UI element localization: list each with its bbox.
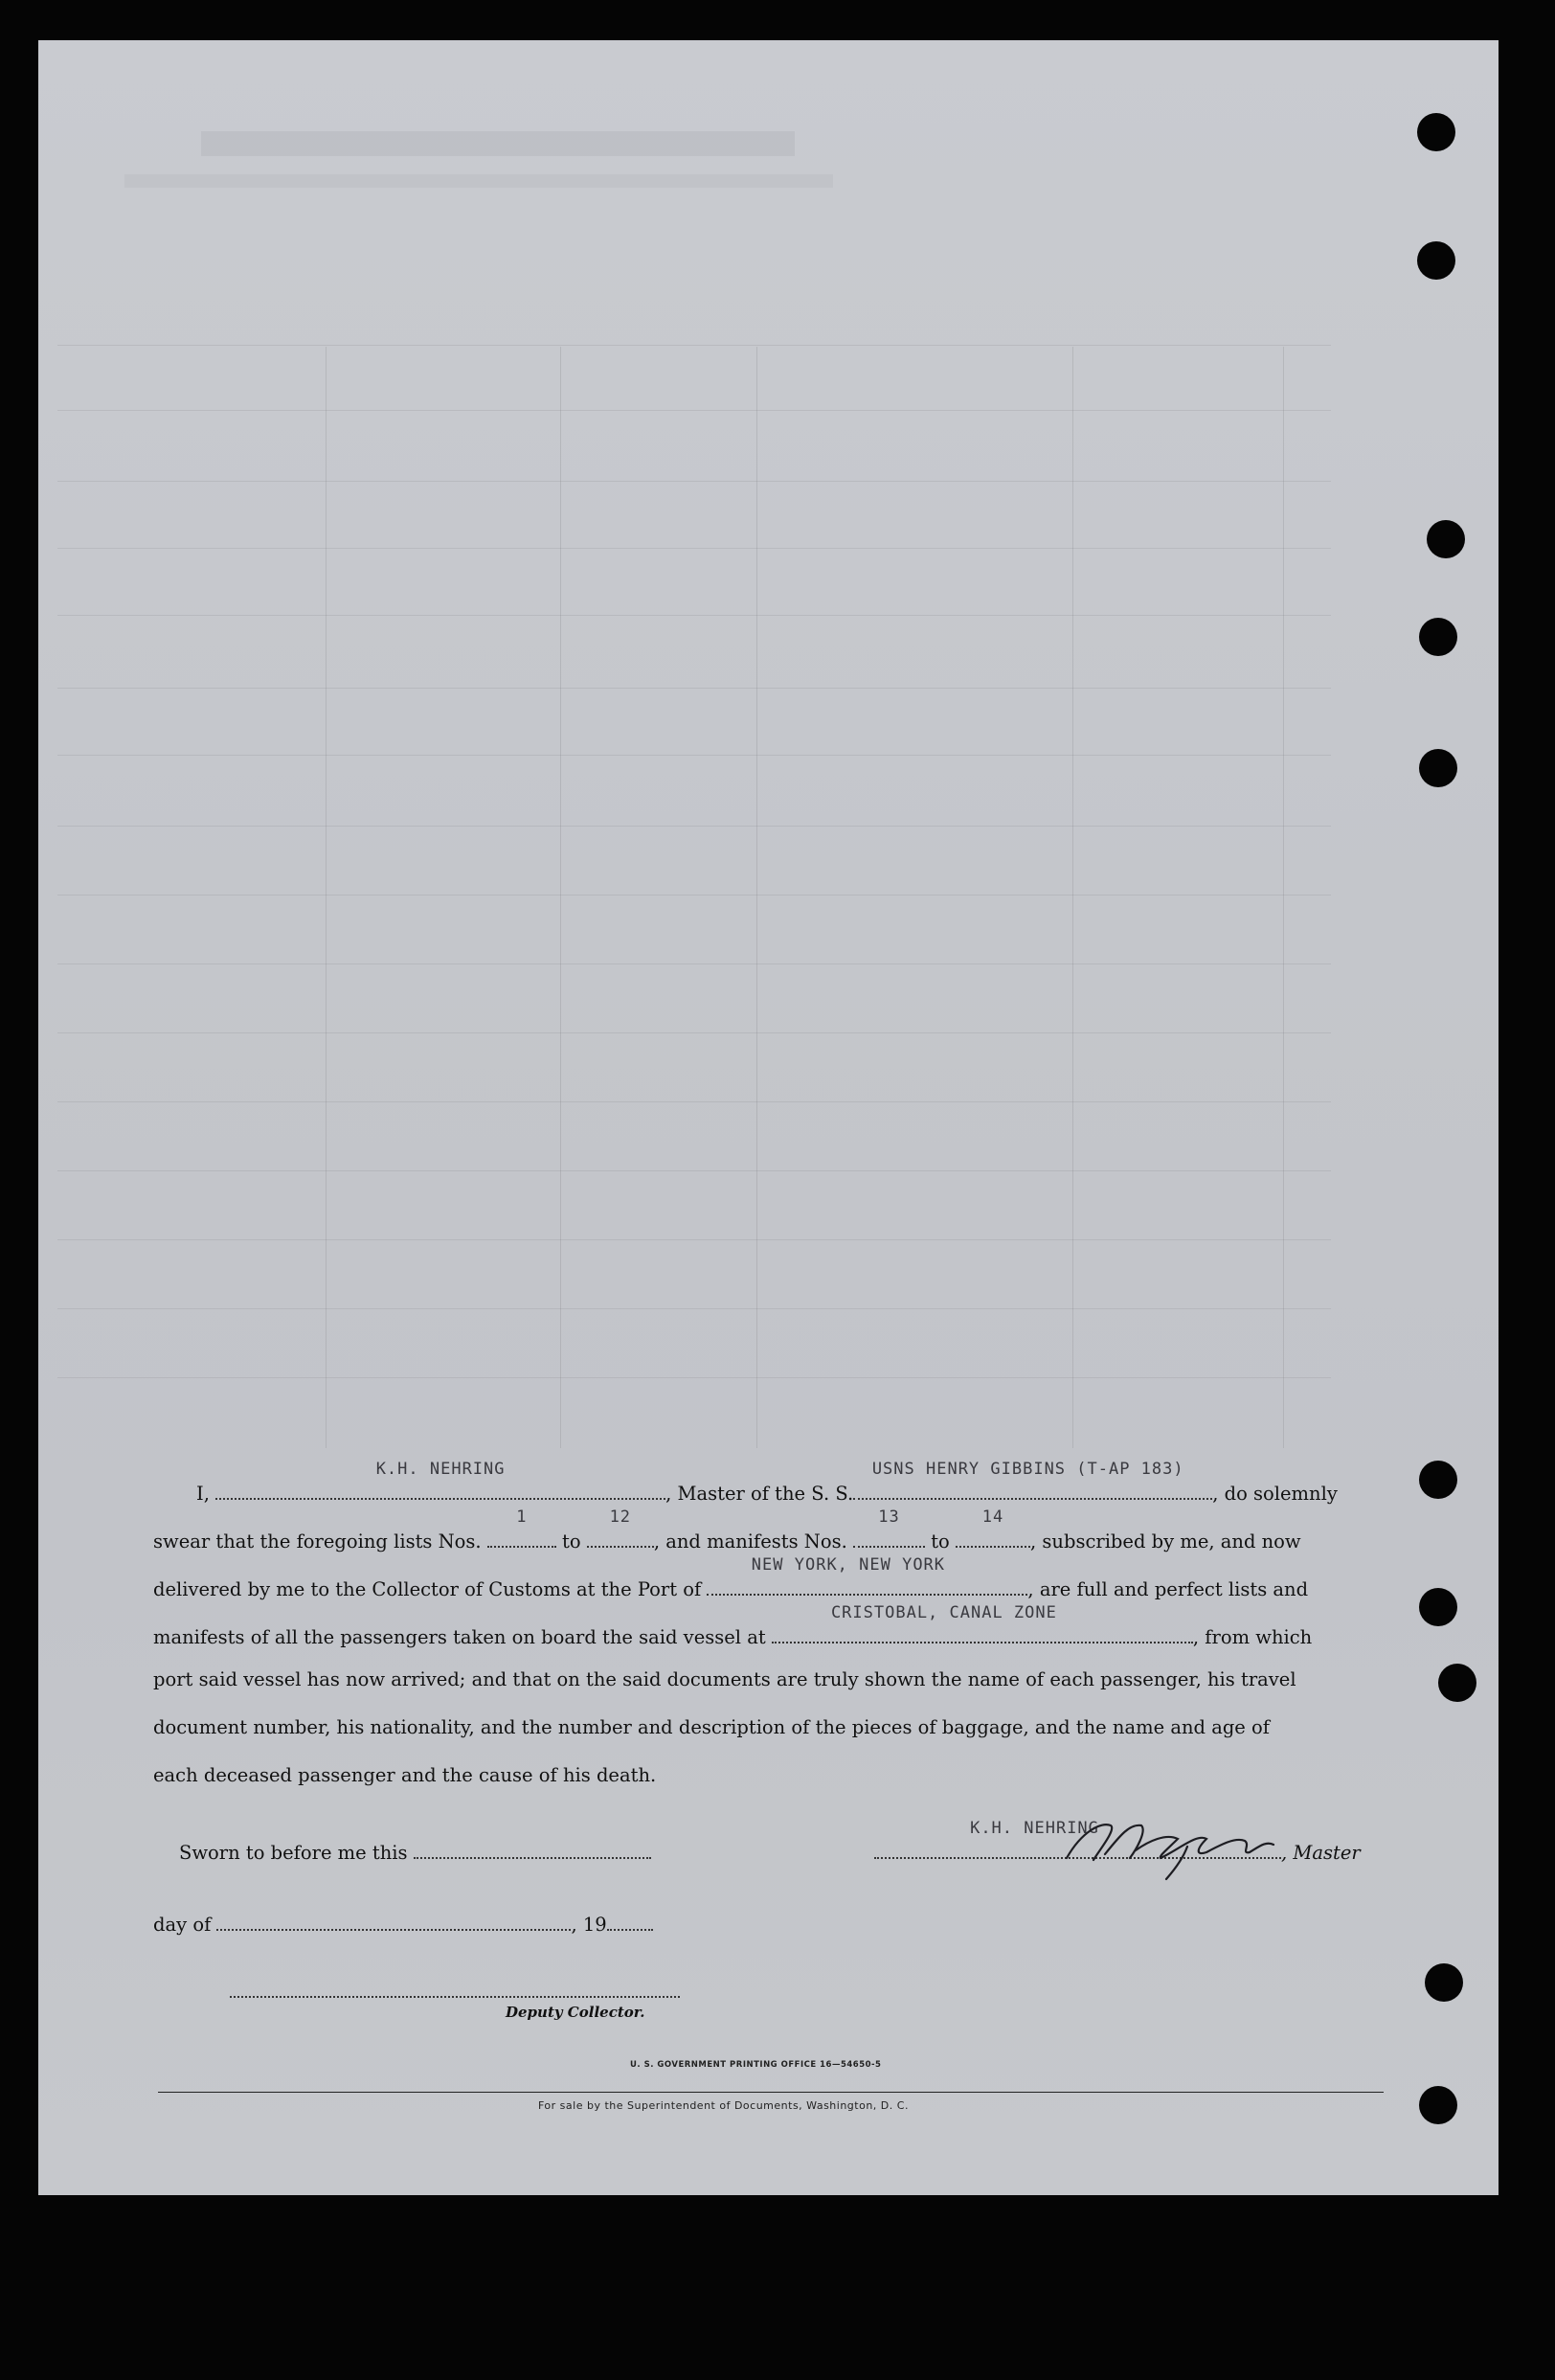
ghost-rule bbox=[57, 688, 1331, 689]
footer-rule bbox=[158, 2092, 1384, 2093]
ghost-header-text bbox=[201, 131, 795, 156]
ghost-rule bbox=[57, 345, 1331, 346]
subscribed-text: , subscribed by me, and now bbox=[1030, 1530, 1301, 1553]
ghost-column-rule bbox=[1072, 347, 1073, 1448]
oath-word-i: I, bbox=[196, 1483, 210, 1505]
ghost-rule bbox=[57, 1239, 1331, 1240]
port-of-departure-field bbox=[772, 1603, 1193, 1643]
ghost-rule bbox=[57, 1032, 1331, 1033]
vessel-name-value: USNS HENRY GIBBINS (T-AP 183) bbox=[871, 1460, 1184, 1479]
punch-hole bbox=[1419, 2086, 1457, 2124]
punch-hole bbox=[1419, 1461, 1457, 1499]
master-label: , Master bbox=[1281, 1842, 1361, 1864]
ghost-rule bbox=[57, 615, 1331, 616]
ghost-column-rule bbox=[560, 347, 561, 1448]
delivered-text: delivered by me to the Collector of Customs at the Port of bbox=[153, 1578, 702, 1600]
do-solemnly-text: , do solemnly bbox=[1212, 1483, 1338, 1505]
punch-hole bbox=[1425, 1963, 1463, 2002]
lists-from-value: 1 bbox=[516, 1507, 528, 1527]
ghost-rule bbox=[57, 548, 1331, 549]
master-of-ship-text: , Master of the S. S. bbox=[665, 1483, 854, 1505]
master-name-value: K.H. NEHRING bbox=[375, 1460, 506, 1479]
printing-office-imprint: U. S. GOVERNMENT PRINTING OFFICE 16—54650-5 bbox=[630, 2060, 882, 2070]
oath-line-2 bbox=[153, 1507, 1301, 1553]
full-perfect-text: , are full and perfect lists and bbox=[1027, 1578, 1309, 1600]
swear-text: swear that the foregoing lists Nos. bbox=[153, 1530, 482, 1553]
lists-to-value: 12 bbox=[609, 1507, 632, 1527]
year-field bbox=[607, 1908, 653, 1931]
lists-to-field bbox=[587, 1507, 654, 1548]
sworn-date-field bbox=[414, 1836, 651, 1859]
punch-hole bbox=[1419, 618, 1457, 656]
oath-line-1 bbox=[196, 1460, 1338, 1505]
day-of-field bbox=[216, 1908, 571, 1931]
ghost-rule bbox=[57, 1101, 1331, 1102]
manifests-from-value: 13 bbox=[878, 1507, 900, 1527]
lists-from-field bbox=[487, 1507, 556, 1548]
punch-hole bbox=[1438, 1664, 1476, 1702]
manifest-page bbox=[38, 40, 1499, 2195]
oath-line-5 bbox=[153, 1668, 1296, 1690]
ghost-subheader-text bbox=[124, 174, 833, 188]
ghost-column-rule bbox=[326, 347, 327, 1448]
ghost-rule bbox=[57, 1170, 1331, 1171]
ghost-rule bbox=[57, 1308, 1331, 1309]
manifests-to-field bbox=[956, 1507, 1030, 1548]
day-of-line bbox=[153, 1908, 653, 1936]
vessel-name-field bbox=[853, 1460, 1212, 1500]
punch-hole bbox=[1417, 241, 1455, 280]
ghost-rule bbox=[57, 481, 1331, 482]
deputy-collector-label: Deputy Collector. bbox=[506, 2004, 645, 2021]
oath-line-3 bbox=[153, 1555, 1309, 1600]
punch-hole bbox=[1419, 749, 1457, 787]
ghost-rule bbox=[57, 1377, 1331, 1378]
manifests-to-value: 14 bbox=[981, 1507, 1004, 1527]
and-manifests-text: , and manifests Nos. bbox=[653, 1530, 847, 1553]
oath-line-4 bbox=[153, 1603, 1313, 1648]
master-typed-name: K.H. NEHRING bbox=[970, 1819, 1099, 1838]
from-which-text: , from which bbox=[1192, 1626, 1313, 1648]
master-signature bbox=[1053, 1812, 1302, 1884]
manifests-all-text: manifests of all the passengers taken on board the said vessel at bbox=[153, 1626, 766, 1648]
for-sale-notice: For sale by the Superintendent of Documents, Washington, D. C. bbox=[538, 2099, 909, 2112]
day-of-text: day of bbox=[153, 1914, 212, 1936]
punch-hole bbox=[1419, 1588, 1457, 1626]
year-prefix: , 19 bbox=[571, 1914, 607, 1936]
ghost-rule bbox=[57, 755, 1331, 756]
port-of-arrival-value: NEW YORK, NEW YORK bbox=[751, 1555, 946, 1575]
oath-line-6 bbox=[153, 1716, 1270, 1738]
oath-body-text: each deceased passenger and the cause of his death. bbox=[153, 1764, 657, 1786]
punch-hole bbox=[1427, 520, 1465, 558]
manifests-from-field bbox=[853, 1507, 925, 1548]
ghost-column-rule bbox=[756, 347, 757, 1448]
master-name-field bbox=[215, 1460, 665, 1500]
oath-body-text: port said vessel has now arrived; and that on the said documents are truly shown the name of each passenger, his travel bbox=[153, 1668, 1296, 1690]
port-of-arrival-field bbox=[707, 1555, 1027, 1596]
deputy-collector-rule bbox=[230, 1996, 680, 1998]
sworn-line bbox=[179, 1836, 651, 1864]
oath-line-7 bbox=[153, 1764, 656, 1786]
ghost-column-rule bbox=[1283, 347, 1284, 1448]
ghost-rule bbox=[57, 826, 1331, 827]
ghost-rule bbox=[57, 963, 1331, 964]
punch-hole bbox=[1417, 113, 1455, 151]
to-text: to bbox=[562, 1530, 581, 1553]
to-text: to bbox=[931, 1530, 950, 1553]
port-of-departure-value: CRISTOBAL, CANAL ZONE bbox=[830, 1603, 1057, 1622]
sworn-text: Sworn to before me this bbox=[179, 1842, 408, 1864]
oath-body-text: document number, his nationality, and the number and description of the pieces of baggage, and the name and age of bbox=[153, 1716, 1271, 1738]
ghost-rule bbox=[57, 410, 1331, 411]
